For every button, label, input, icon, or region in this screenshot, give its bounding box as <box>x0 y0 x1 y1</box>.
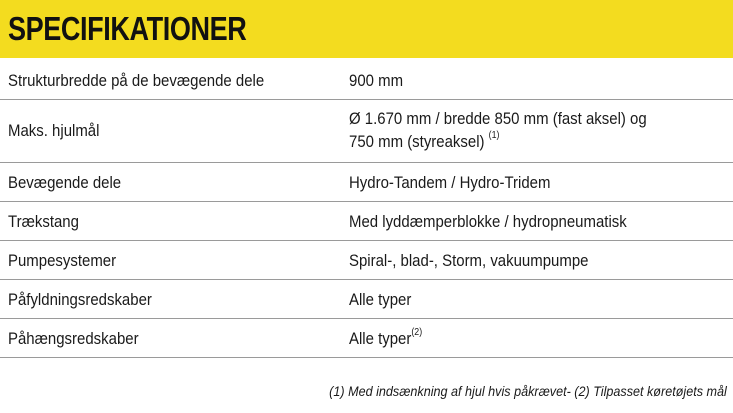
spec-label: Strukturbredde på de bevægende dele <box>8 71 265 90</box>
spec-value: Spiral-, blad-, Storm, vakuumpumpe <box>349 251 589 270</box>
spec-value: Med lyddæmperblokke / hydropneumatisk <box>349 212 627 231</box>
spec-value: Hydro-Tandem / Hydro-Tridem <box>349 173 551 192</box>
spec-value: 900 mm <box>349 71 404 90</box>
spec-label: Påfyldningsredskaber <box>8 290 152 309</box>
spec-value-text: Alle typer <box>349 329 412 348</box>
spec-row-max-wheel-size <box>0 100 733 163</box>
spec-value-line <box>349 130 647 153</box>
spec-value <box>349 107 647 153</box>
spec-label: Maks. hjulmål <box>8 121 100 140</box>
spec-label: Påhængsredskaber <box>8 329 139 348</box>
spec-value-line: Ø 1.670 mm / bredde 850 mm (fast aksel) og <box>349 109 647 128</box>
spec-row-drawbar <box>0 202 733 241</box>
spec-label: Trækstang <box>8 212 79 231</box>
spec-label: Bevægende dele <box>8 173 122 192</box>
spec-row-hitch-tools <box>0 319 733 358</box>
spec-label: Pumpesystemer <box>8 251 117 270</box>
section-header <box>0 0 733 58</box>
spec-value: Alle typer <box>349 290 412 309</box>
spec-value-text: 750 mm (styreaksel) <box>349 132 485 151</box>
spec-row-pump-systems <box>0 241 733 280</box>
spec-row-filling-tools <box>0 280 733 319</box>
spec-row-moving-parts <box>0 163 733 202</box>
spec-table <box>0 61 733 358</box>
section-title: SPECIFIKATIONER <box>8 10 247 47</box>
footnote: (1) Med indsænkning af hjul hvis påkrævet- (2) Tilpasset køretøjets mål <box>329 383 727 399</box>
spec-row-structure-width <box>0 61 733 100</box>
footnote-marker: (1) <box>488 130 500 142</box>
spec-value <box>349 327 422 350</box>
footnote-marker: (2) <box>411 327 423 339</box>
